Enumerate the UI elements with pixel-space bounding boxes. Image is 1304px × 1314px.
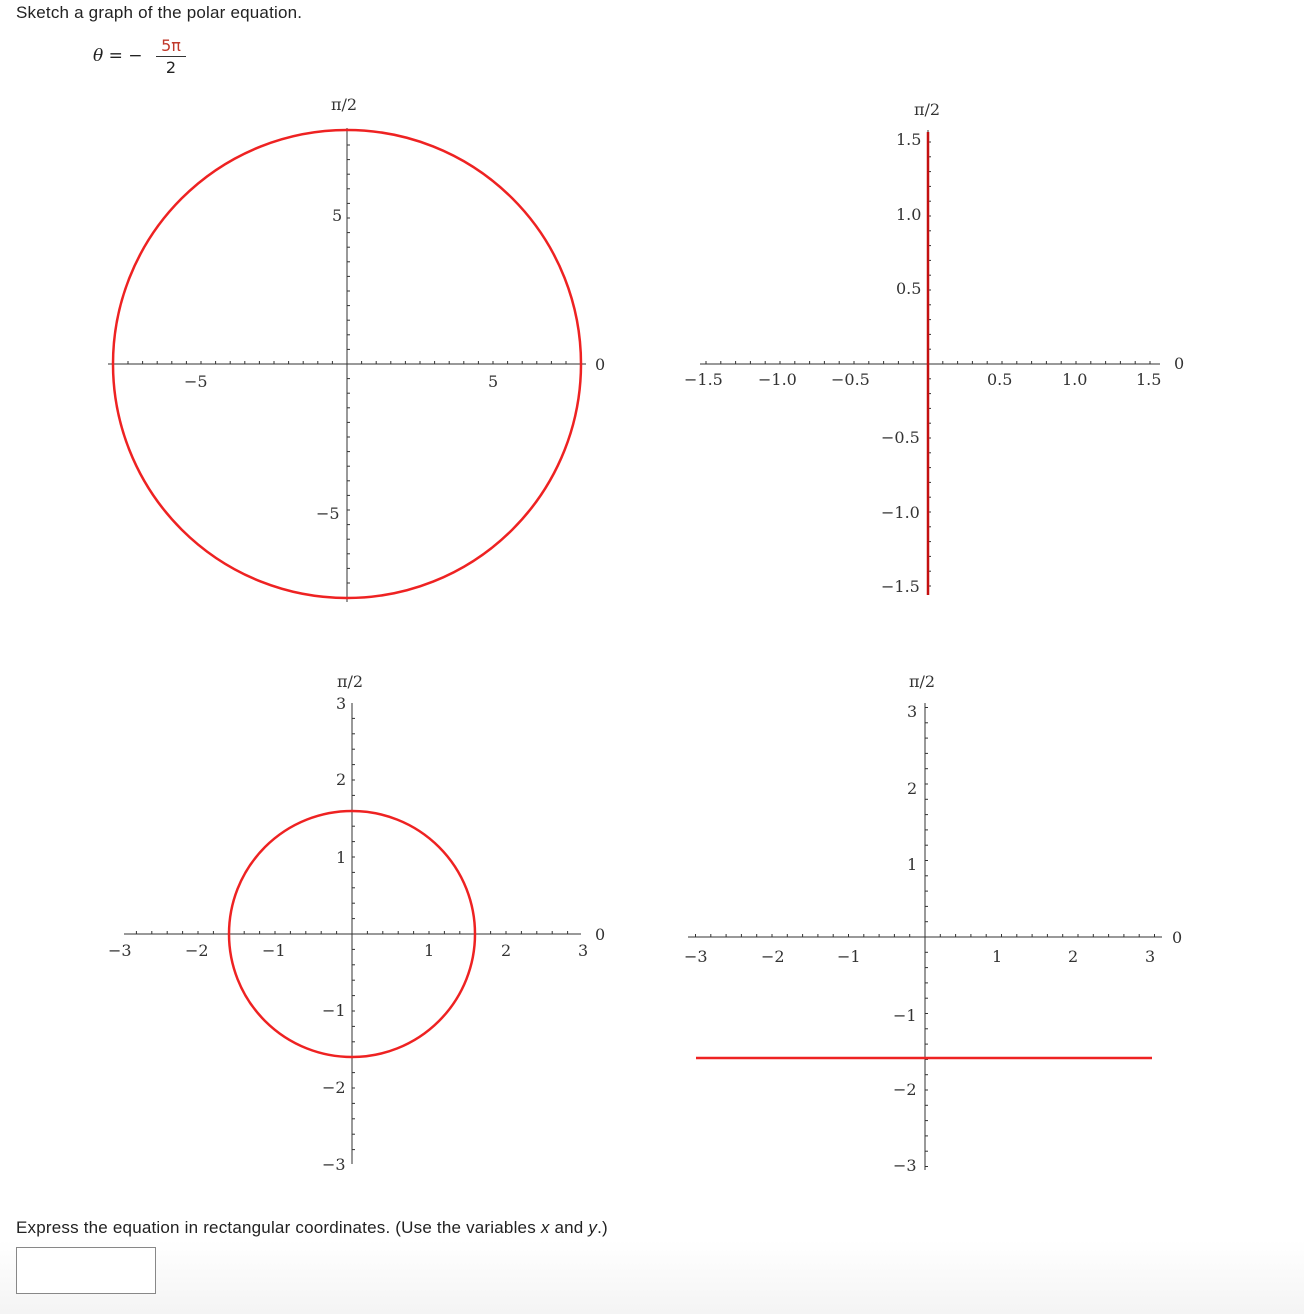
graph-option-d[interactable]: [680, 665, 1200, 1185]
graph-option-b[interactable]: [680, 90, 1200, 610]
x-tick-label: 2: [1068, 947, 1079, 966]
axes: [124, 703, 581, 1164]
y-tick-label: 1.5: [896, 130, 922, 149]
x-tick-label: 1.0: [1062, 370, 1088, 389]
y-tick-label: 2: [907, 779, 918, 798]
answer-input[interactable]: [16, 1247, 156, 1294]
fraction-bar: [156, 56, 186, 57]
angle-label: π/2: [331, 95, 358, 114]
rectangular-question: [16, 1218, 608, 1238]
x-tick-label: −0.5: [831, 370, 870, 389]
angle-label: π/2: [914, 100, 941, 119]
zero-label: 0: [595, 925, 606, 944]
y-tick-label: −0.5: [881, 428, 920, 447]
axes: [688, 703, 1162, 1170]
question-text: Express the equation in rectangular coordinates. (Use the variables: [16, 1218, 541, 1237]
y-tick-label: −1: [322, 1001, 346, 1020]
y-tick-label: 0.5: [896, 279, 922, 298]
y-tick-label: 1: [907, 855, 918, 874]
equation-fraction: [156, 36, 186, 77]
x-tick-label: −2: [185, 941, 209, 960]
x-tick-label: 1: [992, 947, 1003, 966]
y-tick-label: −3: [893, 1156, 917, 1175]
y-tick-label: −1.5: [881, 577, 920, 596]
y-tick-label: −2: [322, 1078, 346, 1097]
x-tick-label: −3: [108, 941, 132, 960]
x-tick-label: −1.0: [758, 370, 797, 389]
answer-area-background: [0, 1240, 1304, 1314]
y-tick-label: 1: [336, 848, 347, 867]
y-tick-label: 1.0: [896, 205, 922, 224]
zero-label: 0: [1174, 354, 1185, 373]
zero-label: 0: [1172, 928, 1183, 947]
variable-x: x: [540, 1218, 550, 1237]
question-suffix: .): [597, 1218, 608, 1237]
equation-lhs: θ = −: [93, 46, 143, 66]
x-tick-label: 1.5: [1136, 370, 1162, 389]
y-tick-label: −5: [316, 504, 340, 523]
fraction-numerator: 5π: [161, 36, 181, 55]
axes: [700, 130, 1160, 595]
graph-option-c[interactable]: [96, 665, 616, 1185]
y-tick-label: 3: [907, 702, 918, 721]
x-tick-label: 5: [488, 372, 499, 391]
y-tick-label: −3: [322, 1155, 346, 1174]
y-tick-label: −1: [893, 1006, 917, 1025]
y-tick-label: 3: [336, 694, 347, 713]
angle-label: π/2: [337, 672, 364, 691]
variable-y: y: [588, 1218, 598, 1237]
x-tick-label: −1: [837, 947, 861, 966]
x-tick-label: −1.5: [684, 370, 723, 389]
y-tick-label: 5: [332, 206, 343, 225]
x-tick-label: 3: [1145, 947, 1156, 966]
question-and: and: [549, 1218, 589, 1237]
x-tick-label: −3: [684, 947, 708, 966]
x-tick-label: 3: [578, 941, 589, 960]
y-tick-label: 2: [336, 770, 347, 789]
x-tick-label: −1: [262, 941, 286, 960]
zero-label: 0: [595, 355, 606, 374]
x-tick-label: 0.5: [987, 370, 1013, 389]
problem-prompt: Sketch a graph of the polar equation.: [16, 3, 303, 22]
angle-label: π/2: [909, 672, 936, 691]
x-tick-label: −2: [761, 947, 785, 966]
x-tick-label: −5: [184, 372, 208, 391]
y-tick-label: −1.0: [881, 503, 920, 522]
graph-option-a[interactable]: [96, 90, 616, 610]
fraction-denominator: 2: [165, 58, 177, 77]
x-tick-label: 2: [501, 941, 512, 960]
y-tick-label: −2: [893, 1080, 917, 1099]
x-tick-label: 1: [424, 941, 435, 960]
